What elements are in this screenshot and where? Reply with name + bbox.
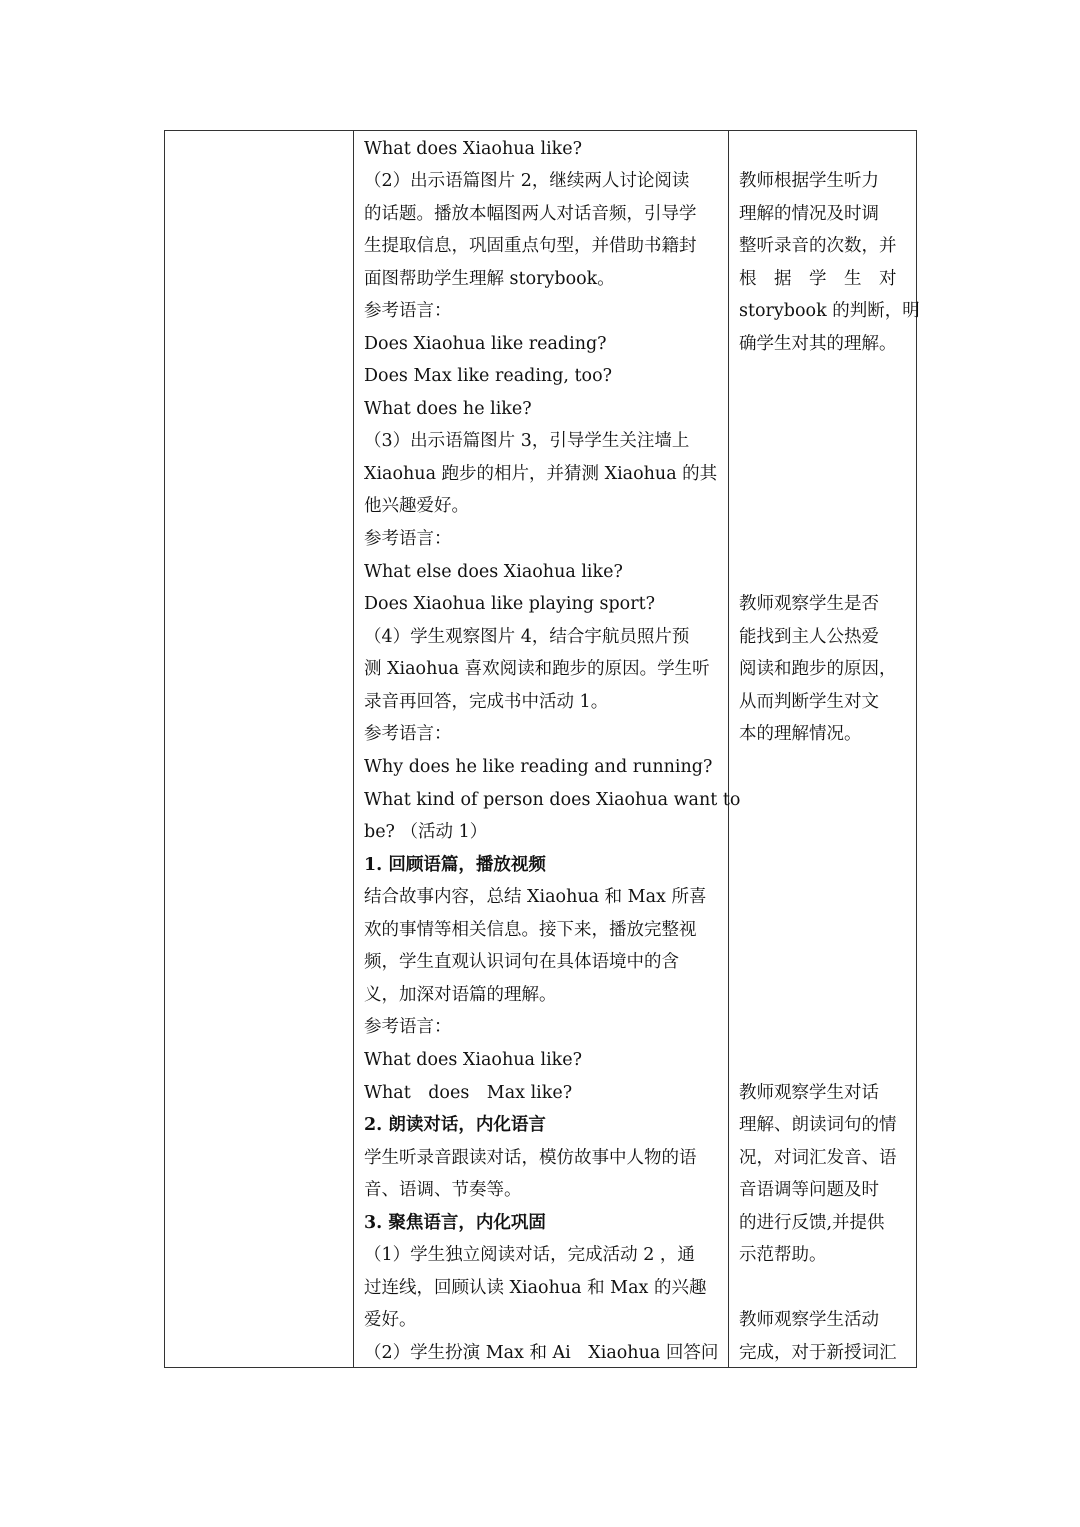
procedure-line: （2）出示语篇图片 2，继续两人讨论阅读 bbox=[364, 171, 690, 191]
procedure-line: Does Max like reading, too? bbox=[364, 366, 613, 386]
procedure-line: What does he like? bbox=[364, 399, 532, 419]
procedure-line: 过连线，回顾认读 Xiaohua 和 Max 的兴趣 bbox=[364, 1278, 707, 1298]
procedure-line: 参考语言： bbox=[364, 301, 452, 321]
procedure-line: 参考语言： bbox=[364, 529, 452, 549]
assessment-line: 整听录音的次数，并 bbox=[739, 236, 897, 256]
assessment-line: 能找到主人公热爱 bbox=[739, 627, 879, 647]
section-heading: 2. 朗读对话，内化语言 bbox=[364, 1115, 546, 1135]
assessment-line: 阅读和跑步的原因， bbox=[739, 659, 897, 679]
procedure-line: 录音再回答，完成书中活动 1。 bbox=[364, 692, 609, 712]
procedure-line: 生提取信息，巩固重点句型，并借助书籍封 bbox=[364, 236, 697, 256]
procedure-line: （2）学生扮演 Max 和 Ai Xiaohua 回答问 bbox=[364, 1343, 719, 1363]
assessment-line: 况，对词汇发音、语 bbox=[739, 1148, 897, 1168]
assessment-line: 教师观察学生是否 bbox=[739, 594, 879, 614]
procedure-line: 参考语言： bbox=[364, 1017, 452, 1037]
assessment-line: 示范帮助。 bbox=[739, 1245, 827, 1265]
column-divider-1 bbox=[353, 131, 354, 1367]
procedure-line: 义，加深对语篇的理解。 bbox=[364, 985, 557, 1005]
assessment-line: 理解、朗读词句的情 bbox=[739, 1115, 897, 1135]
procedure-line: 面图帮助学生理解 storybook。 bbox=[364, 269, 615, 289]
column-divider-2 bbox=[728, 131, 729, 1367]
procedure-line: 爱好。 bbox=[364, 1310, 417, 1330]
procedure-line: 的话题。播放本幅图两人对话音频，引导学 bbox=[364, 204, 697, 224]
assessment-line: 音语调等问题及时 bbox=[739, 1180, 879, 1200]
procedure-line: （1）学生独立阅读对话，完成活动 2 ，通 bbox=[364, 1245, 695, 1265]
procedure-line: What else does Xiaohua like? bbox=[364, 562, 623, 582]
procedure-line: What does Max like? bbox=[364, 1083, 573, 1103]
procedure-line: 参考语言： bbox=[364, 724, 452, 744]
procedure-line: 结合故事内容，总结 Xiaohua 和 Max 所喜 bbox=[364, 887, 707, 907]
procedure-line: What does Xiaohua like? bbox=[364, 139, 583, 159]
assessment-line: 从而判断学生对文 bbox=[739, 692, 879, 712]
procedure-line: 他兴趣爱好。 bbox=[364, 496, 469, 516]
procedure-line: 频，学生直观认识词句在具体语境中的含 bbox=[364, 952, 679, 972]
lesson-plan-table bbox=[164, 130, 920, 1368]
procedure-line: What kind of person does Xiaohua want to bbox=[364, 790, 741, 810]
assessment-line: 确学生对其的理解。 bbox=[739, 334, 897, 354]
assessment-line: 本的理解情况。 bbox=[739, 724, 862, 744]
procedure-line: 学生听录音跟读对话，模仿故事中人物的语 bbox=[364, 1148, 697, 1168]
procedure-line: Xiaohua 跑步的相片，并猜测 Xiaohua 的其 bbox=[364, 464, 718, 484]
assessment-line: 教师根据学生听力 bbox=[739, 171, 879, 191]
assessment-line: 理解的情况及时调 bbox=[739, 204, 879, 224]
procedure-line: What does Xiaohua like? bbox=[364, 1050, 583, 1070]
section-heading: 3. 聚焦语言，内化巩固 bbox=[364, 1213, 546, 1233]
section-heading: 1. 回顾语篇，播放视频 bbox=[364, 855, 546, 875]
procedure-line: （3）出示语篇图片 3，引导学生关注墙上 bbox=[364, 431, 690, 451]
assessment-line: 完成，对于新授词汇 bbox=[739, 1343, 897, 1363]
assessment-line: 教师观察学生活动 bbox=[739, 1310, 879, 1330]
assessment-line: 教师观察学生对话 bbox=[739, 1083, 879, 1103]
procedure-line: 欢的事情等相关信息。接下来，播放完整视 bbox=[364, 920, 697, 940]
assessment-line: 的进行反馈,并提供 bbox=[739, 1213, 885, 1233]
procedure-line: 测 Xiaohua 喜欢阅读和跑步的原因。学生听 bbox=[364, 659, 710, 679]
procedure-line: Does Xiaohua like reading? bbox=[364, 334, 607, 354]
procedure-line: （4）学生观察图片 4，结合宇航员照片预 bbox=[364, 627, 690, 647]
procedure-line: Does Xiaohua like playing sport? bbox=[364, 594, 655, 614]
procedure-line: 音、语调、节奏等。 bbox=[364, 1180, 522, 1200]
assessment-line: storybook 的判断，明 bbox=[739, 301, 920, 321]
procedure-line: Why does he like reading and running? bbox=[364, 757, 713, 777]
assessment-line: 根 据 学 生 对 bbox=[739, 269, 897, 289]
procedure-line: be? （活动 1） bbox=[364, 822, 488, 842]
